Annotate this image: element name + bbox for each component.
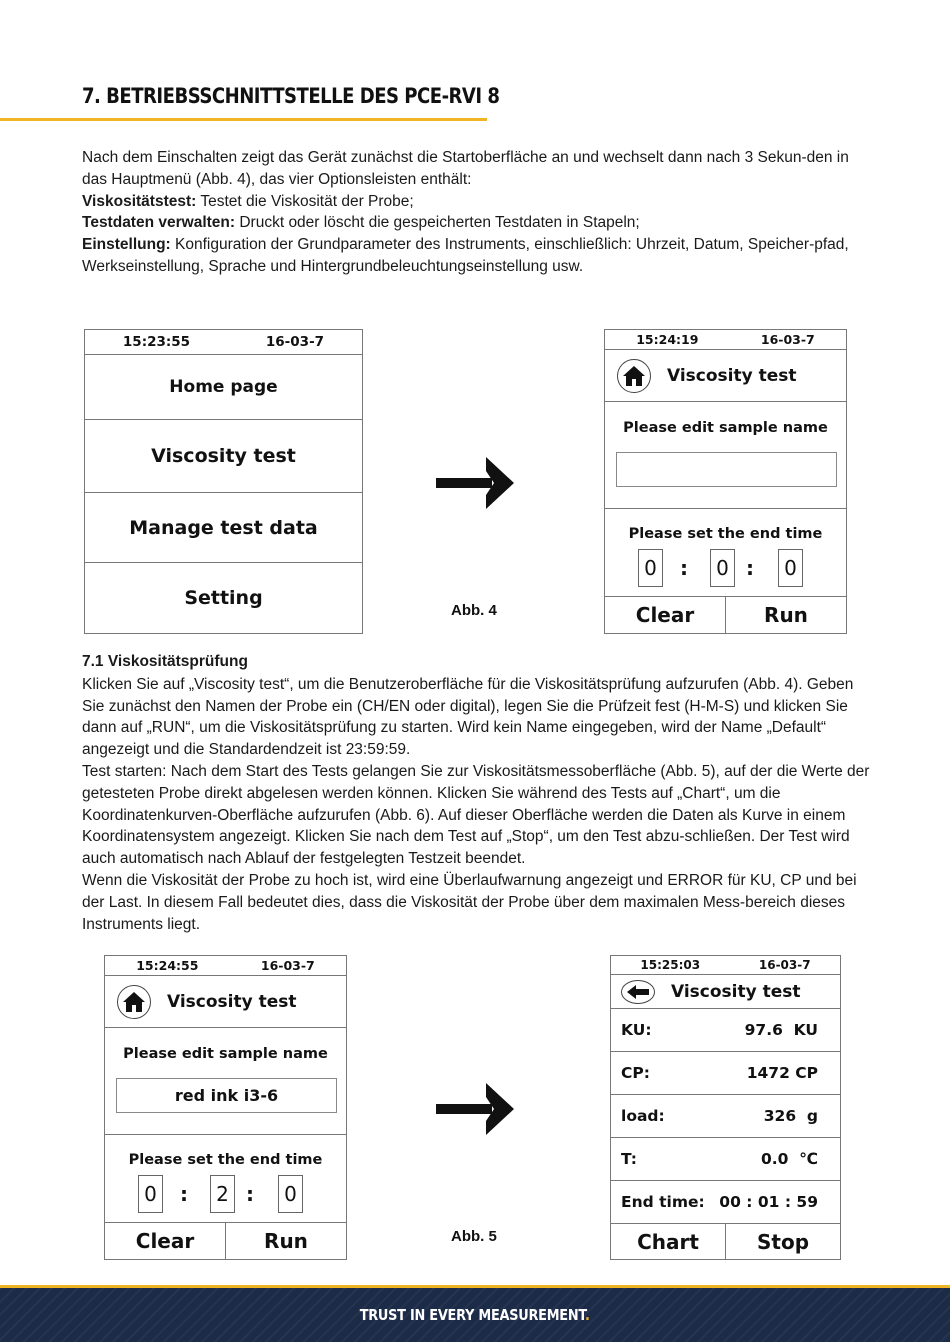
home-icon[interactable]: [617, 359, 651, 393]
run-button[interactable]: Run: [264, 1229, 308, 1253]
sample-name-label: Please edit sample name: [623, 420, 828, 436]
intro-item-text: Testet die Viskosität der Probe;: [196, 192, 414, 210]
measurement-label: End time:: [621, 1193, 705, 1211]
intro-item-text: Konfiguration der Grundparameter des Instruments, einschließlich: Uhrzeit, Datum, Speicher-pfad, Werkseinstellung, Sprache und Hintergrundbeleuchtungseinstellung usw.: [82, 236, 849, 275]
subsection-heading: 7.1 Viskositätsprüfung: [82, 653, 248, 670]
intro-item-settings: [82, 234, 872, 278]
status-time: 15:23:55: [122, 334, 191, 350]
subsection-paragraph: Test starten: Nach dem Start des Tests gelangen Sie zur Viskositätsmessoberfläche (Abb. 5), auf der die Werte der getesteten Probe direkt abgelesen werden können. Klicken Sie während des Tests auf „Chart“, um die Koordinatenkurven-Oberfläche aufzurufen (Abb. 6). Auf dieser Oberfläche werden die Daten als Kurve in einem Koordinatensystem angezeigt. Klicken Sie nach dem Test auf „Stop“, um den Test abzu-schließen. Der Test wird auch automatisch nach Ablauf der festgelegten Testzeit beendet.: [82, 762, 870, 868]
measurement-screen: [610, 955, 841, 1260]
measurement-row-end-time: [611, 1181, 840, 1224]
minutes-field[interactable]: 0: [710, 549, 735, 587]
chart-button[interactable]: Chart: [611, 1224, 726, 1259]
title-underline: [0, 118, 487, 121]
hours-field[interactable]: 0: [638, 549, 663, 587]
measurement-value: 0.0 ℃: [760, 1150, 818, 1168]
status-bar: [105, 956, 346, 976]
time-separator: :: [180, 1182, 188, 1206]
sample-name-input[interactable]: red ink i3-6: [116, 1078, 337, 1113]
menu-viscosity-test[interactable]: Viscosity test: [85, 420, 362, 493]
status-time: 15:24:55: [136, 958, 199, 973]
subsection-paragraph: Wenn die Viskosität der Probe zu hoch ist, wird eine Überlaufwarnung angezeigt und ERROR für KU, CP und bei der Last. In diesem Fall bedeutet dies, dass die Viskosität der Probe über dem maximalen Mess-bereich dieses Instruments liegt.: [82, 871, 857, 933]
seconds-field[interactable]: 0: [278, 1175, 303, 1213]
measurement-row-temperature: [611, 1138, 840, 1181]
hours-field[interactable]: 0: [138, 1175, 163, 1213]
time-separator: :: [680, 556, 688, 580]
measurement-label: KU:: [621, 1021, 652, 1039]
measurement-row-load: [611, 1095, 840, 1138]
status-date: 16-03-7: [260, 958, 315, 973]
measurement-row-ku: [611, 1009, 840, 1052]
intro-item-manage: [82, 212, 872, 234]
status-bar: [85, 330, 362, 355]
button-bar: [611, 1224, 840, 1259]
measurement-label: CP:: [621, 1064, 650, 1082]
screen-header: [105, 976, 346, 1028]
viscosity-test-screen-filled: [104, 955, 347, 1260]
clear-button[interactable]: Clear: [105, 1223, 226, 1259]
clear-button[interactable]: Clear: [605, 597, 726, 633]
intro-item-term: Einstellung:: [82, 236, 171, 254]
time-separator: :: [246, 1182, 254, 1206]
status-date: 16-03-7: [760, 332, 815, 347]
menu-manage-test-data[interactable]: Manage test data: [85, 493, 362, 563]
button-bar: [105, 1223, 346, 1259]
status-bar: [605, 330, 846, 350]
minutes-field[interactable]: 2: [210, 1175, 235, 1213]
sample-section: [605, 402, 846, 509]
status-date: 16-03-7: [758, 958, 811, 972]
home-page-title: Home page: [85, 355, 362, 420]
button-bar: [605, 597, 846, 633]
status-date: 16-03-7: [265, 334, 325, 350]
intro-paragraph: Nach dem Einschalten zeigt das Gerät zunächst die Startoberfläche an und wechselt dann nach 3 Sekun-den in das Hauptmenü (Abb. 4), das vier Optionsleisten enthält:: [82, 149, 849, 188]
section-title: 7. BETRIEBSSCHNITTSTELLE DES PCE-RVI 8: [82, 84, 500, 108]
intro-item-text: Druckt oder löscht die gespeicherten Testdaten in Stapeln;: [235, 214, 640, 232]
figure-caption: Abb. 5: [451, 1228, 497, 1245]
measurement-label: load:: [621, 1107, 665, 1125]
back-arrow-icon[interactable]: [621, 980, 655, 1004]
intro-item-viscosity: [82, 191, 872, 213]
sample-name-input[interactable]: [616, 452, 837, 487]
screen-title: Viscosity test: [667, 365, 797, 386]
measurement-value: 1472 CP: [746, 1064, 818, 1082]
time-separator: :: [746, 556, 754, 580]
sample-section: [105, 1028, 346, 1135]
footer-slogan-dot: .: [585, 1306, 590, 1324]
footer-slogan: [360, 1306, 590, 1324]
intro-item-term: Viskositätstest:: [82, 192, 197, 210]
end-time-section: [605, 509, 846, 597]
screen-title: Viscosity test: [671, 981, 801, 1002]
measurement-value: 00 : 01 : 59: [719, 1193, 818, 1211]
measurement-value: 326 g: [763, 1107, 818, 1125]
status-time: 15:25:03: [640, 958, 701, 972]
screen-header: [611, 975, 840, 1009]
measurement-label: T:: [621, 1150, 637, 1168]
run-button[interactable]: Run: [764, 603, 808, 627]
end-time-label: Please set the end time: [628, 526, 823, 542]
seconds-field[interactable]: 0: [778, 549, 803, 587]
menu-setting[interactable]: Setting: [184, 587, 263, 609]
footer-slogan-text: TRUST IN EVERY MEASUREMENT: [360, 1306, 586, 1324]
footer-band: [0, 1288, 950, 1342]
end-time-label: Please set the end time: [128, 1152, 323, 1168]
arrow-right-icon: [434, 1081, 516, 1137]
viscosity-test-screen: [604, 329, 847, 634]
intro-item-term: Testdaten verwalten:: [82, 214, 236, 232]
sample-name-label: Please edit sample name: [123, 1046, 328, 1062]
screen-header: [605, 350, 846, 402]
status-bar: [611, 956, 840, 975]
stop-button[interactable]: Stop: [756, 1229, 810, 1254]
screen-title: Viscosity test: [167, 991, 297, 1012]
measurement-row-cp: [611, 1052, 840, 1095]
subsection-paragraph: Klicken Sie auf „Viscosity test“, um die Benutzeroberfläche für die Viskositätsprüfung aufzurufen (Abb. 4). Geben Sie zunächst den Namen der Probe ein (CH/EN oder digital), legen Sie die Prüfzeit fest (H-M-S) und klicken Sie dann auf „RUN“, um die Viskositätsprüfung zu starten. Wird kein Name eingegeben, wird der Name „Default“ angezeigt und die Standardendzeit ist 23:59:59.: [82, 675, 854, 759]
home-icon[interactable]: [117, 985, 151, 1019]
arrow-right-icon: [434, 455, 516, 511]
intro-text: [82, 147, 872, 278]
end-time-section: [105, 1135, 346, 1223]
home-screen: [84, 329, 363, 634]
subsection-text: [82, 651, 872, 935]
measurement-value: 97.6 KU: [744, 1021, 818, 1039]
figure-caption: Abb. 4: [451, 602, 497, 619]
status-time: 15:24:19: [636, 332, 699, 347]
